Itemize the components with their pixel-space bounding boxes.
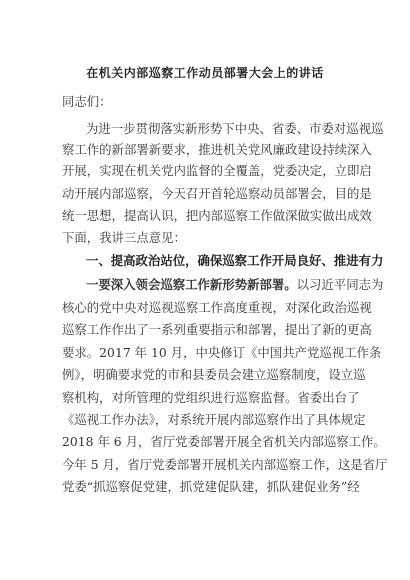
paragraph-2-line-6: 察机构，对所管理的党组织进行巡察监督。省委出台了	[62, 390, 360, 405]
paragraph-1-line-6: 下面，我讲三点意见：	[62, 230, 186, 245]
paragraph-1-line-3: 开展，实现在机关党内监督的全覆盖，党委决定，立即启	[62, 163, 372, 178]
paragraph-1-line-4: 动开展内部巡察，今天召开首轮巡察动员部署会，目的是	[62, 186, 372, 201]
salutation: 同志们：	[62, 94, 112, 109]
paragraph-2-line-7: 《巡视工作办法》，对系统开展内部巡察作出了具体规定	[62, 412, 366, 427]
paragraph-2-line-3: 巡察工作作出了一系列重要指示和部署，提出了新的更高	[62, 322, 372, 337]
paragraph-2-line-10: 党委“抓巡察促党建，抓党建促队建，抓队建促业务”经	[62, 479, 360, 494]
document-title: 在机关内部巡察工作动员部署大会上的讲话	[86, 66, 324, 80]
paragraph-2-line-4: 要求。2017 年 10 月，中央修订《中国共产党巡视工作条	[62, 345, 382, 360]
paragraph-2-line-1-rest: 以习近平同志为	[296, 277, 384, 292]
paragraph-1-line-5: 统一思想，提高认识，把内部巡察工作做深做实做出成效	[62, 208, 372, 223]
section-heading-1: 一、提高政治站位，确保巡察工作开局良好、推进有力	[86, 253, 384, 268]
paragraph-2-line-9: 今年 5 月，省厅党委部署开展机关内部巡察工作，这是省厅	[62, 457, 388, 472]
paragraph-2-line-2: 核心的党中央对巡视巡察工作高度重视，对深化政治巡视	[62, 300, 372, 315]
paragraph-1-line-1: 为进一步贯彻落实新形势下中央、省委、市委对巡视巡	[86, 121, 384, 136]
paragraph-2-line-5: 例》，明确要求党的市和县委员会建立巡察制度，设立巡	[62, 367, 366, 382]
paragraph-2-lead: 一要深入领会巡察工作新形势新部署。	[86, 277, 297, 292]
paragraph-2-line-8: 2018 年 6 月，省厅党委部署开展全省机关内部巡察工作。	[62, 434, 386, 449]
paragraph-2-line-1	[86, 277, 383, 293]
paragraph-1-line-2: 察工作的新部署新要求，推进机关党风廉政建设持续深入	[62, 142, 372, 157]
